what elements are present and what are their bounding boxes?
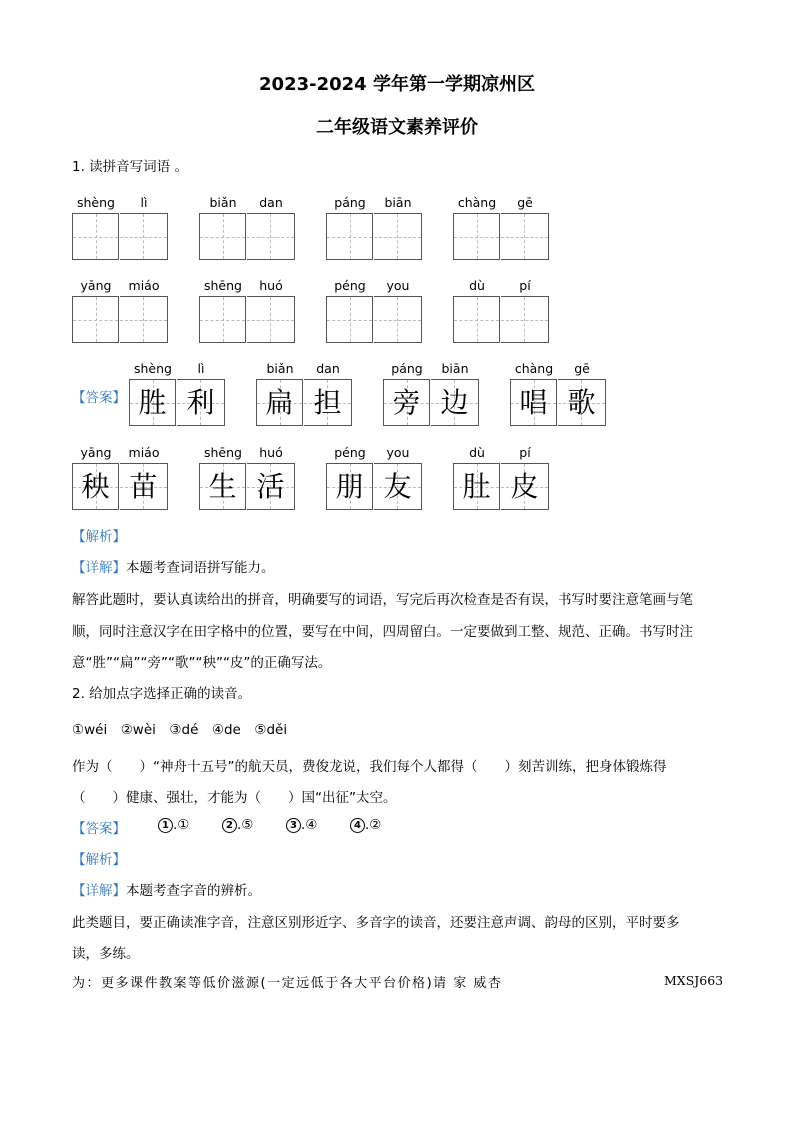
- answer-row2-word-2-pinyin-1: shēng: [204, 445, 242, 460]
- answer-row1-word-2-pinyin-1: biǎn: [266, 361, 294, 376]
- answer-row1-word-3-cell-1: [383, 379, 430, 426]
- grid-guide-vertical: [524, 297, 525, 342]
- blank-row1-word-3-pinyin-2: biān: [384, 195, 412, 210]
- blank-row1-word-1-tianzige[interactable]: [72, 213, 168, 263]
- blank-row1-word-2-tianzige[interactable]: [199, 213, 295, 263]
- q2-answer-3: 3 .④: [286, 817, 317, 833]
- grid-guide-vertical: [350, 297, 351, 342]
- q1-detail-text: 本题考查词语拼写能力。: [126, 560, 275, 576]
- grid-guide-vertical: [270, 214, 271, 259]
- grid-guide-vertical: [96, 214, 97, 259]
- q2-answers: [158, 817, 381, 833]
- q1-para-line-3: 意“胜”“扁”“旁”“歌”“秧”“皮”的正确写法。: [72, 655, 332, 671]
- answer-row1-word-1-cell-1: [129, 379, 176, 426]
- answer-row2-word-4-pinyin-2: pí: [519, 445, 531, 460]
- answer-row2-word-4-cell-1: [453, 463, 500, 510]
- blank-row2-word-4-cell-1[interactable]: [453, 296, 500, 343]
- answer-row2-word-2-pinyin-2: huó: [259, 445, 283, 460]
- q2-para-line-1: 此类题目，要正确读准字音，注意区别形近字、多音字的读音，还要注意声调、韵母的区别，平时要多: [72, 915, 680, 931]
- blank-row1-word-3-cell-2[interactable]: [374, 213, 422, 260]
- answer-row1-word-4-tianzige: [510, 379, 606, 429]
- blank-row2-word-2-pinyin-2: huó: [259, 278, 283, 293]
- answer-row2-word-4-char-2: 皮: [510, 470, 539, 503]
- grid-guide-vertical: [143, 297, 144, 342]
- grid-guide-vertical: [477, 214, 478, 259]
- answer-row1-word-3-pinyin-1: páng: [391, 361, 423, 376]
- answer-row1-word-3-pinyin-2: biān: [441, 361, 469, 376]
- answer-row1-word-4-char-2: 歌: [567, 386, 596, 419]
- answer-row1-word-4-pinyin-1: chàng: [514, 361, 554, 376]
- answer-row1-word-1-pinyin-2: lì: [197, 361, 205, 376]
- blank-row2-word-1-tianzige[interactable]: [72, 296, 168, 346]
- q2-answer-1: 1 .①: [158, 817, 189, 833]
- grid-guide-vertical: [397, 214, 398, 259]
- q2-answer-2: 2 .⑤: [222, 817, 253, 833]
- blank-row2-word-1-cell-1[interactable]: [72, 296, 119, 343]
- title-line-1: 2023-2024 学年第一学期凉州区: [259, 74, 535, 95]
- blank-row2-word-2-pinyin-1: shēng: [204, 278, 242, 293]
- grid-guide-vertical: [270, 297, 271, 342]
- answer-row1-word-3-char-2: 边: [440, 386, 469, 419]
- answer-row2-word-2-char-2: 活: [256, 470, 285, 503]
- blank-row2-word-2-cell-2[interactable]: [247, 296, 295, 343]
- answer-row2-word-2-cell-2: [247, 463, 295, 510]
- answer-row1-word-1-cell-2: [177, 379, 225, 426]
- title-line-2: 二年级语文素养评价: [316, 117, 478, 138]
- answer-row1-word-2-char-1: 扁: [265, 386, 294, 419]
- blank-row2-word-3-cell-1[interactable]: [326, 296, 373, 343]
- grid-guide-vertical: [143, 214, 144, 259]
- q1-para-line-2: 顺，同时注意汉字在田字格中的位置，要写在中间，四周留白。一定要做到工整、规范、正确。书写时注: [72, 624, 693, 640]
- blank-row1-word-1-pinyin-1: shèng: [77, 195, 115, 210]
- answer-row2-word-2-cell-1: [199, 463, 246, 510]
- answer-row2-word-1-cell-2: [120, 463, 168, 510]
- q2-options: ①wéi ②wèi ③dé ④de ⑤děi: [72, 722, 288, 738]
- blank-row1-word-4-pinyin-2: gē: [517, 195, 533, 210]
- q2-detail-text: 本题考查字音的辨析。: [126, 883, 261, 899]
- blank-row2-word-3-pinyin-1: péng: [334, 278, 366, 293]
- blank-row1-word-1-pinyin-2: lì: [140, 195, 148, 210]
- answer-row1-word-3-tianzige: [383, 379, 479, 429]
- grid-guide-vertical: [223, 214, 224, 259]
- q2-analysis-label: 【解析】: [72, 852, 126, 868]
- answer-row2-word-4-char-1: 肚: [462, 470, 491, 503]
- answer-row2-word-4-pinyin-1: dù: [469, 445, 485, 460]
- answer-row1-word-1-char-2: 利: [186, 386, 215, 419]
- blank-row2-word-1-pinyin-2: miáo: [128, 278, 160, 293]
- blank-row2-word-4-pinyin-2: pí: [519, 278, 531, 293]
- blank-row1-word-2-pinyin-1: biǎn: [209, 195, 237, 210]
- q1-detail-label: 【详解】: [72, 560, 126, 576]
- answer-row1-word-2-pinyin-2: dan: [316, 361, 340, 376]
- answer-row2-word-3-char-1: 朋: [335, 470, 364, 503]
- blank-row1-word-2-cell-1[interactable]: [199, 213, 246, 260]
- q2-sentence-line-1: 作为（ ）“神舟十五号”的航天员，费俊龙说，我们每个人都得（ ）刻苦训练，把身体锻炼得: [72, 759, 667, 775]
- answer-row2-word-3-pinyin-1: péng: [334, 445, 366, 460]
- answer-row2-word-3-cell-2: [374, 463, 422, 510]
- answer-row2-word-3-cell-1: [326, 463, 373, 510]
- grid-guide-vertical: [397, 297, 398, 342]
- answer-row2-word-3-char-2: 友: [383, 470, 412, 503]
- answer-row1-word-2-cell-2: [304, 379, 352, 426]
- answer-row1-word-4-char-1: 唱: [519, 386, 548, 419]
- q1-analysis-label: 【解析】: [72, 529, 126, 545]
- footer-ad-text: 为：更多课件教案等低价滋源(一定远低于各大平台价格)请 家 威杏: [72, 976, 503, 991]
- q2-answer-4: 4 .②: [350, 817, 381, 833]
- blank-row2-word-4-tianzige[interactable]: [453, 296, 549, 346]
- q2-stem: 2. 给加点字选择正确的读音。: [72, 686, 252, 702]
- blank-row1-word-2-cell-2[interactable]: [247, 213, 295, 260]
- answer-row2-word-1-pinyin-1: yāng: [80, 445, 112, 460]
- answer-row2-word-1-pinyin-2: miáo: [128, 445, 160, 460]
- blank-row1-word-2-pinyin-2: dan: [259, 195, 283, 210]
- blank-row1-word-4-pinyin-1: chàng: [457, 195, 497, 210]
- blank-row2-word-1-pinyin-1: yāng: [80, 278, 112, 293]
- q2-sentence-line-2: （ ）健康、强壮，才能为（ ）国“出征”太空。: [72, 790, 397, 806]
- q1-stem: 1. 读拼音写词语 。: [72, 159, 188, 175]
- grid-guide-vertical: [477, 297, 478, 342]
- blank-row2-word-1-cell-2[interactable]: [120, 296, 168, 343]
- blank-row2-word-3-tianzige[interactable]: [326, 296, 422, 346]
- answer-row2-word-1-cell-1: [72, 463, 119, 510]
- q2-detail: [72, 879, 261, 899]
- blank-row2-word-3-cell-2[interactable]: [374, 296, 422, 343]
- answer-row2-word-2-char-1: 生: [208, 470, 237, 503]
- q2-answer-label: 【答案】: [72, 821, 126, 837]
- answer-row1-word-3-char-1: 旁: [392, 386, 421, 419]
- footer-code: MXSJ663: [664, 973, 724, 988]
- blank-row1-word-3-pinyin-1: páng: [334, 195, 366, 210]
- blank-row2-word-4-pinyin-1: dù: [469, 278, 485, 293]
- blank-row1-word-3-cell-1[interactable]: [326, 213, 373, 260]
- grid-guide-vertical: [524, 214, 525, 259]
- answer-row1-word-3-cell-2: [431, 379, 479, 426]
- q2-para-line-2: 读，多练。: [72, 946, 140, 962]
- blank-row2-word-4-cell-2[interactable]: [501, 296, 549, 343]
- answer-row2-word-3-pinyin-2: you: [386, 445, 410, 460]
- answer-row1-word-2-char-2: 担: [313, 386, 342, 419]
- blank-row1-word-1-cell-2[interactable]: [120, 213, 168, 260]
- q1-answer-label: 【答案】: [72, 390, 126, 406]
- answer-row2-word-1-char-2: 苗: [129, 470, 158, 503]
- answer-row1-word-4-cell-1: [510, 379, 557, 426]
- answer-row1-word-2-tianzige: [256, 379, 352, 429]
- blank-row1-word-4-cell-2[interactable]: [501, 213, 549, 260]
- answer-row1-word-4-cell-2: [558, 379, 606, 426]
- answer-row1-word-4-pinyin-2: gē: [574, 361, 590, 376]
- q2-detail-label: 【详解】: [72, 883, 126, 899]
- answer-row2-word-3-tianzige: [326, 463, 422, 513]
- answer-row2-word-4-cell-2: [501, 463, 549, 510]
- q1-para-line-1: 解答此题时，要认真读给出的拼音，明确要写的词语，写完后再次检查是否有误，书写时要注意笔画与笔: [72, 592, 693, 608]
- answer-row1-word-1-char-1: 胜: [138, 386, 167, 419]
- grid-guide-vertical: [96, 297, 97, 342]
- blank-row2-word-2-cell-1[interactable]: [199, 296, 246, 343]
- blank-row1-word-4-tianzige[interactable]: [453, 213, 549, 263]
- blank-row1-word-3-tianzige[interactable]: [326, 213, 422, 263]
- answer-row2-word-2-tianzige: [199, 463, 295, 513]
- answer-row1-word-1-tianzige: [129, 379, 225, 429]
- grid-guide-vertical: [350, 214, 351, 259]
- blank-row1-word-4-cell-1[interactable]: [453, 213, 500, 260]
- blank-row2-word-3-pinyin-2: you: [386, 278, 410, 293]
- answer-row1-word-2-cell-1: [256, 379, 303, 426]
- q1-detail: [72, 556, 275, 576]
- answer-row2-word-4-tianzige: [453, 463, 549, 513]
- grid-guide-vertical: [223, 297, 224, 342]
- blank-row2-word-2-tianzige[interactable]: [199, 296, 295, 346]
- answer-row2-word-1-char-1: 秧: [81, 470, 110, 503]
- answer-row2-word-1-tianzige: [72, 463, 168, 513]
- answer-row1-word-1-pinyin-1: shèng: [134, 361, 172, 376]
- blank-row1-word-1-cell-1[interactable]: [72, 213, 119, 260]
